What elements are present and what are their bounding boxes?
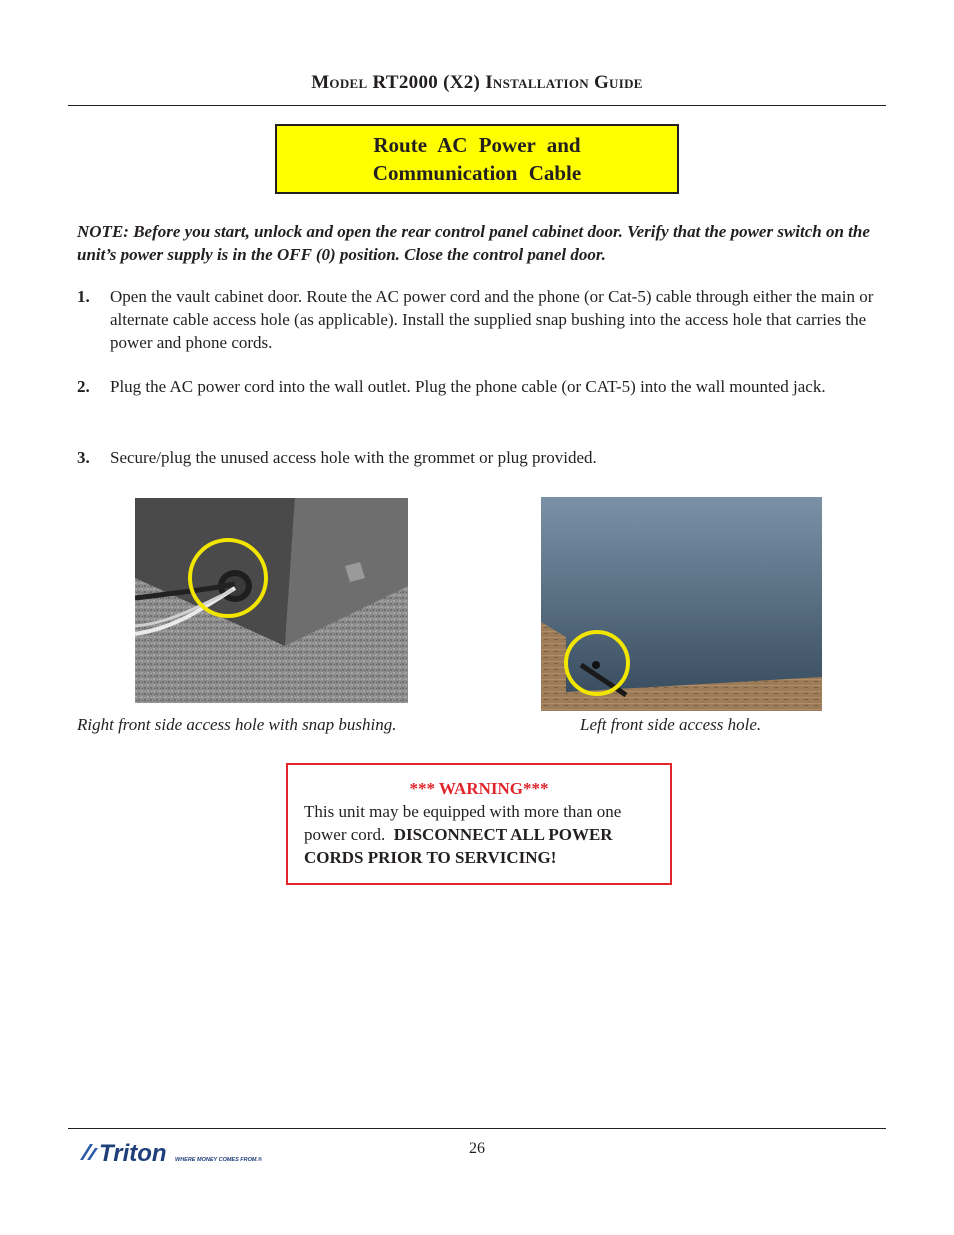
photo-left-side-access-hole: [541, 497, 822, 711]
step-number: 3.: [77, 448, 90, 467]
header-divider: [68, 105, 886, 106]
figure-caption-right: Right front side access hole with snap bushing.: [77, 715, 397, 734]
logo-wordmark: Triton: [99, 1140, 167, 1166]
section-title-line1: Route AC Power and: [373, 133, 581, 157]
warning-body: [304, 800, 654, 869]
page-header-title: Model RT2000 (X2) Installation Guide: [311, 72, 643, 93]
step-number: 1.: [77, 287, 90, 306]
page-number: 26: [469, 1140, 485, 1157]
logo-tagline: WHERE MONEY COMES FROM.®: [175, 1157, 263, 1163]
warning-text-plain: This unit may be equipped with more than one power cord.: [304, 802, 622, 844]
step-text: Open the vault cabinet door. Route the AC power cord and the phone (or Cat-5) cable through either the main or alternate cable access hole (as applicable). Install the supplied snap bushing into the access hole that carries the power and phone cords.: [110, 287, 874, 352]
step-text: Plug the AC power cord into the wall outlet. Plug the phone cable (or CAT-5) into the wall mounted jack.: [110, 377, 826, 396]
warning-box: [286, 763, 672, 885]
section-title-box: [275, 124, 679, 194]
step-text: Secure/plug the unused access hole with the grommet or plug provided.: [110, 448, 597, 467]
step-1: [77, 285, 879, 354]
step-3: [77, 446, 879, 469]
footer-divider: [68, 1128, 886, 1129]
figure-caption-left: Left front side access hole.: [580, 715, 762, 734]
warning-title: *** WARNING***: [409, 779, 549, 798]
note-paragraph: NOTE: Before you start, unlock and open the rear control panel cabinet door. Verify that the power switch on the unit’s power supply is in the OFF (0) position. Close the control panel door.: [77, 222, 870, 264]
step-number: 2.: [77, 377, 90, 396]
warning-text-bold: DISCONNECT ALL POWER CORDS PRIOR TO SERVICING!: [304, 825, 613, 867]
section-title-line2: Communication Cable: [372, 161, 582, 185]
photo-right-side-access-hole: [135, 498, 408, 703]
step-2: [77, 375, 879, 398]
